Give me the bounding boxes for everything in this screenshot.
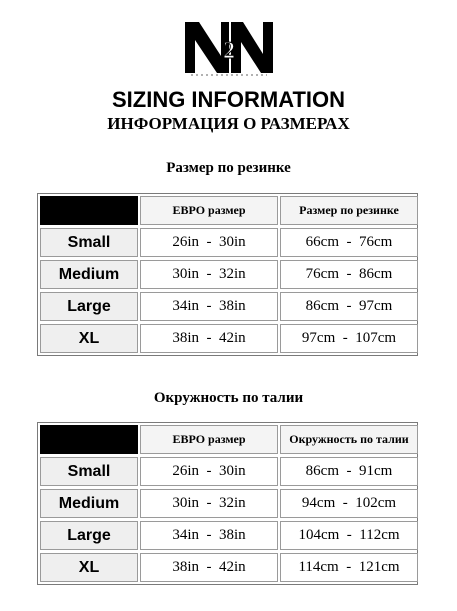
euro-value: 26in - 30in xyxy=(140,457,278,486)
svg-text:2: 2 xyxy=(223,38,235,64)
euro-value: 38in - 42in xyxy=(140,324,278,353)
brand-logo xyxy=(183,18,275,76)
measure-value: 97cm - 107cm xyxy=(280,324,418,353)
euro-value: 34in - 38in xyxy=(140,521,278,550)
header-corner xyxy=(40,196,138,225)
size-label: Medium xyxy=(40,260,138,289)
sizing-table-elastic xyxy=(37,193,418,356)
euro-value: 30in - 32in xyxy=(140,489,278,518)
measure-value: 94cm - 102cm xyxy=(280,489,418,518)
sizing-table-waist xyxy=(37,422,418,585)
page-title: SIZING INFORMATION xyxy=(111,87,346,112)
measure-value: 86cm - 91cm xyxy=(280,457,418,486)
euro-value: 38in - 42in xyxy=(140,553,278,582)
size-label: XL xyxy=(40,324,138,353)
measure-value: 66cm - 76cm xyxy=(280,228,418,257)
header-measure: Окружность по талии xyxy=(280,425,418,454)
header-euro: ЕВРО размер xyxy=(140,425,278,454)
size-label: Large xyxy=(40,521,138,550)
header-measure: Размер по резинке xyxy=(280,196,418,225)
euro-value: 26in - 30in xyxy=(140,228,278,257)
euro-value: 30in - 32in xyxy=(140,260,278,289)
size-label: Small xyxy=(40,457,138,486)
size-label: XL xyxy=(40,553,138,582)
size-label: Small xyxy=(40,228,138,257)
header-corner xyxy=(40,425,138,454)
page-subtitle: ИНФОРМАЦИЯ О РАЗМЕРАХ xyxy=(107,114,350,133)
measure-value: 104cm - 112cm xyxy=(280,521,418,550)
measure-value: 114cm - 121cm xyxy=(280,553,418,582)
header-euro: ЕВРО размер xyxy=(140,196,278,225)
table-2-title: Окружность по талии xyxy=(153,390,304,406)
size-label: Large xyxy=(40,292,138,321)
table-1-title: Размер по резинке xyxy=(166,160,291,176)
measure-value: 86cm - 97cm xyxy=(280,292,418,321)
measure-value: 76cm - 86cm xyxy=(280,260,418,289)
size-label: Medium xyxy=(40,489,138,518)
euro-value: 34in - 38in xyxy=(140,292,278,321)
